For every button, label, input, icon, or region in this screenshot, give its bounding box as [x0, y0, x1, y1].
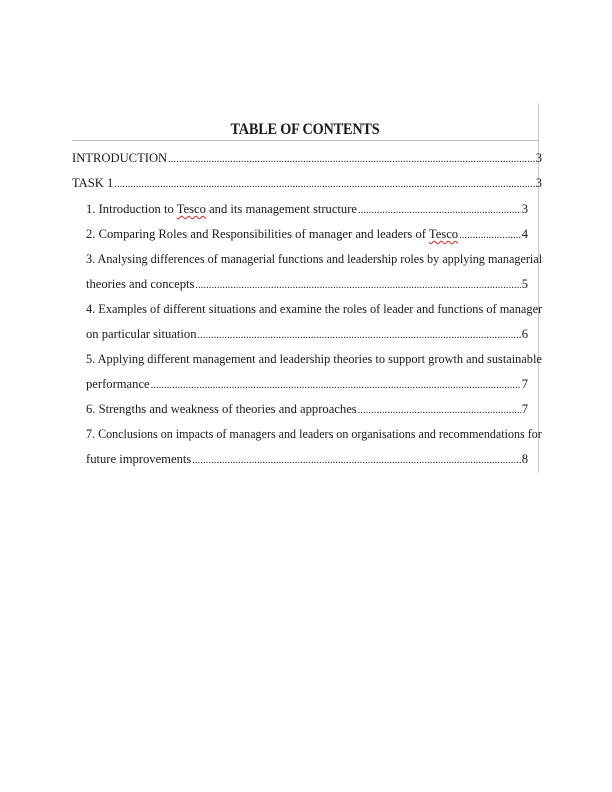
- toc-page-number: 3: [521, 202, 528, 216]
- toc-entry-3-cont[interactable]: [86, 276, 528, 301]
- toc-entry-text-line2: on particular situation: [86, 327, 197, 341]
- toc-entry-5-cont[interactable]: [86, 376, 528, 401]
- toc-entry-text-line1: 3. Analysing differences of managerial functions and leadership roles by applying managerial: [86, 252, 543, 266]
- toc-entry-text-line2: theories and concepts: [86, 277, 195, 291]
- toc-entry-text-line2: future improvements: [86, 452, 192, 466]
- toc-dot-leader: [168, 150, 535, 166]
- toc-page-number: 3: [535, 176, 542, 190]
- toc-entry-text: [86, 201, 357, 217]
- toc-title: TABLE OF CONTENTS: [230, 121, 380, 138]
- toc-entry-text-part: and its management structure: [205, 202, 357, 216]
- toc-page-number: 7: [521, 402, 528, 416]
- spellcheck-word: Tesco: [428, 227, 459, 241]
- toc-entry-text-part: 1. Introduction to: [86, 202, 177, 216]
- toc-dot-leader: [195, 276, 520, 292]
- toc-dot-leader: [198, 326, 521, 342]
- toc-dot-leader: [358, 401, 521, 417]
- toc-entry-2[interactable]: [86, 226, 528, 251]
- toc-entry-text-line1: 4. Examples of different situations and examine the roles of leader and functions of manager: [86, 302, 543, 316]
- toc-entry-text-line1: 5. Applying different management and leadership theories to support growth and sustainable: [86, 352, 542, 366]
- toc-page-number: 5: [521, 277, 528, 291]
- toc-page-number: 6: [521, 327, 528, 341]
- toc-dot-leader: [151, 376, 521, 392]
- toc-entry-7-cont[interactable]: [86, 451, 528, 476]
- toc-entry-1[interactable]: [86, 201, 528, 226]
- toc-entry-text: TASK 1: [72, 176, 114, 190]
- toc-entry-text-part: 2. Comparing Roles and Responsibilities of manager and leaders of: [86, 227, 429, 241]
- toc-entry-4-cont[interactable]: [86, 326, 528, 351]
- toc-entry-text: INTRODUCTION: [72, 151, 168, 165]
- toc-entry-task-1[interactable]: [72, 175, 542, 200]
- toc-dot-leader: [358, 201, 521, 217]
- toc-entry-text-line2: performance: [86, 377, 150, 391]
- toc-entry-text-line1: 7. Conclusions on impacts of managers and leaders on organisations and recommendations for: [86, 427, 542, 441]
- toc-page-number: 8: [521, 452, 528, 466]
- toc-entry-4[interactable]: [86, 301, 542, 326]
- toc-entry-3[interactable]: [86, 251, 542, 276]
- toc-entry-introduction[interactable]: [72, 150, 542, 175]
- toc-dot-leader: [192, 451, 520, 467]
- toc-entry-text: 6. Strengths and weakness of theories and approaches: [86, 402, 357, 416]
- toc-page-number: 4: [521, 227, 528, 241]
- toc-page-number: 7: [521, 377, 528, 391]
- toc-dot-leader: [114, 175, 534, 191]
- toc-entry-text: [86, 226, 458, 242]
- toc-page-number: 3: [535, 151, 542, 165]
- toc-dot-leader: [459, 226, 521, 242]
- toc-entry-6[interactable]: [86, 401, 528, 426]
- spellcheck-word: Tesco: [176, 202, 206, 216]
- toc-entry-7[interactable]: [86, 426, 542, 451]
- toc-entry-5[interactable]: [86, 351, 542, 376]
